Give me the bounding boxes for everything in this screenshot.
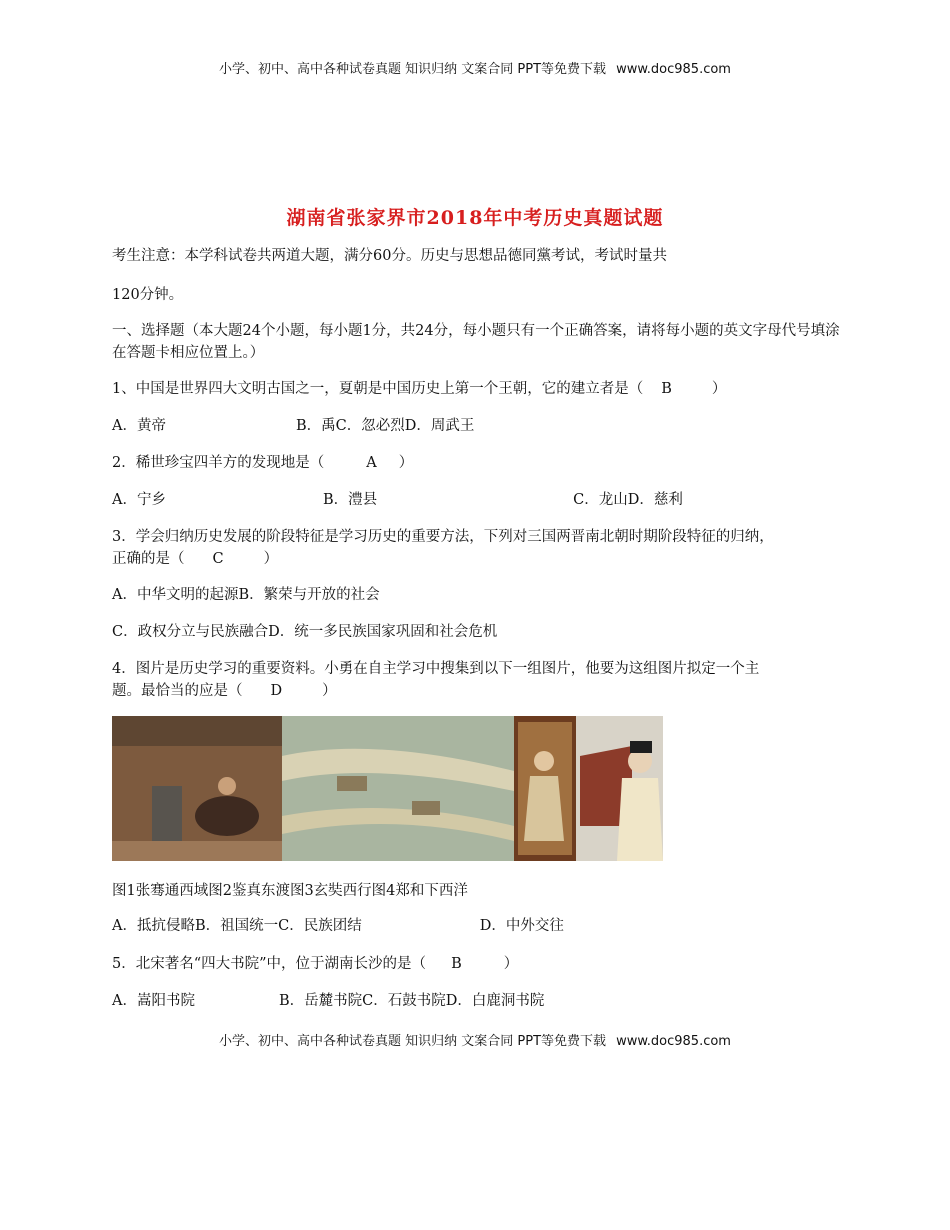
question-2 (112, 452, 413, 474)
question-2-stem: 2．稀世珍宝四羊方的发现地是（ (112, 455, 325, 471)
question-4-answer: D (270, 683, 283, 699)
q2-option-a: A．宁乡 (112, 492, 166, 508)
question-4-options (112, 915, 564, 937)
question-2-options (112, 489, 683, 511)
section-1-heading: 一、选择题（本大题24个小题，每小题1分，共24分，每小题只有一个正确答案，请将每小题的英文字母代号填涂在答题卡相应位置上。） (112, 323, 840, 361)
figure-captions: 图1张骞通西域图2鉴真东渡图3玄奘西行图4郑和下西洋 (112, 883, 468, 899)
question-1-answer: B (661, 381, 672, 397)
question-4 (112, 680, 337, 702)
question-5-options (112, 990, 544, 1012)
page-header (0, 58, 950, 77)
question-1 (112, 378, 726, 400)
header-text: 小学、初中、高中各种试卷真题 知识归纳 文案合同 PPT等免费下载 (219, 62, 607, 77)
image_4 (576, 716, 663, 861)
question-3-stem-line-2: 正确的是（ (112, 551, 185, 567)
question-2-answer: A (366, 455, 377, 471)
question-5-close: ） (503, 956, 519, 972)
footer-text: 小学、初中、高中各种试卷真题 知识归纳 文案合同 PPT等免费下载 (219, 1034, 607, 1049)
question-1-stem: 1、中国是世界四大文明古国之一，夏朝是中国历史上第一个王朝，它的建立者是（ (112, 381, 644, 397)
q1-option-bcd: B．禹C．忽必烈D．周武王 (295, 418, 475, 434)
question-3 (112, 548, 278, 570)
question-5 (112, 953, 518, 975)
question-3-close: ） (263, 551, 279, 567)
question-3-answer: C (212, 551, 224, 567)
question-4-close: ） (322, 683, 337, 699)
notice-line-2: 120分钟。 (112, 287, 184, 303)
question-2-close: ） (398, 455, 414, 471)
q3-option-cd: C．政权分立与民族融合D．统一多民族国家巩固和社会危机 (112, 624, 498, 640)
question-5-stem: 5．北宋著名“四大书院”中，位于湖南长沙的是（ (112, 956, 427, 972)
question-4-stem-line-1: 4．图片是历史学习的重要资料。小勇在自主学习中搜集到以下一组图片，他要为这组图片拟定一个主 (112, 661, 760, 677)
image_1 (112, 716, 282, 861)
history-picture-strip (112, 716, 663, 861)
q1-option-a: A．黄帝 (112, 418, 166, 434)
question-5-answer: B (451, 956, 462, 972)
q2-option-cd: C．龙山D．慈利 (573, 492, 683, 508)
header-url[interactable]: www.doc985.com (616, 62, 731, 77)
image_2 (282, 716, 514, 861)
question-1-close: ） (711, 381, 727, 397)
question-1-options (112, 415, 474, 437)
document-title: 湖南省张家界市2018年中考历史真题试题 (286, 207, 664, 229)
q3-option-ab: A．中华文明的起源B．繁荣与开放的社会 (112, 587, 380, 603)
question-3-stem-line-1: 3．学会归纳历史发展的阶段特征是学习历史的重要方法，下列对三国两晋南北朝时期阶段特征的归纳， (112, 529, 774, 545)
footer-url[interactable]: www.doc985.com (616, 1034, 731, 1049)
question-4-stem-line-2: 题。最恰当的应是（ (112, 683, 243, 699)
q2-option-b: B．澧县 (322, 492, 378, 508)
q5-option-a: A．嵩阳书院 (112, 993, 195, 1009)
q4-option-d: D．中外交往 (479, 918, 564, 934)
notice-line-1: 考生注意：本学科试卷共两道大题，满分60分。历史与思想品德同黨考试，考试时量共 (112, 248, 667, 264)
q4-option-abc: A．抵抗侵略B．祖国统一C．民族团结 (112, 918, 362, 934)
page-footer (0, 1030, 950, 1049)
image_3 (514, 716, 576, 861)
q5-option-bcd: B．岳麓书院C．石鼓书院D．白鹿洞书院 (278, 993, 545, 1009)
